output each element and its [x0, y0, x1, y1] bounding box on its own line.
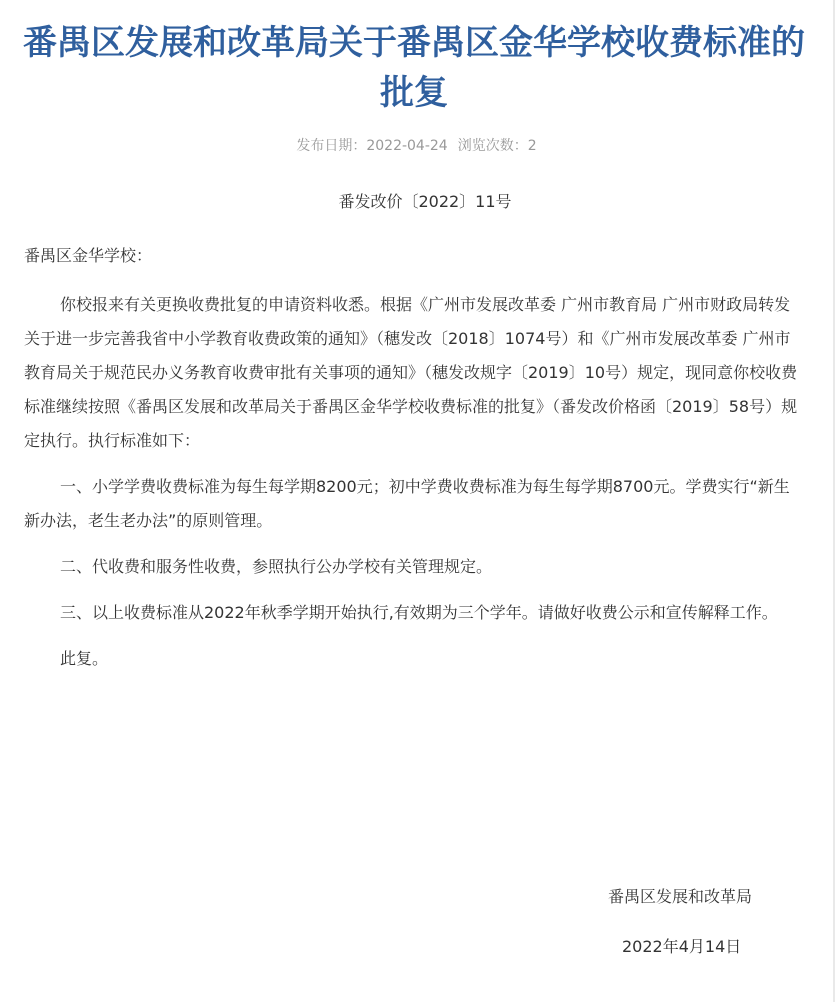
- article-content: [24, 239, 802, 676]
- body-paragraph-3: 二、代收费和服务性收费，参照执行公办学校有关管理规定。: [60, 557, 493, 576]
- body-paragraph-2: 一、小学学费收费标准为每生每学期8200元；初中学费收费标准为每生每学期8700元。学费实行“新生新办法，老生老办法”的原则管理。: [24, 477, 790, 530]
- article-title: 番禺区发展和改革局关于番禺区金华学校收费标准的批复: [23, 23, 805, 113]
- publish-date-label: 发布日期：: [296, 138, 367, 154]
- issuing-authority: 番禺区发展和改革局: [608, 887, 753, 906]
- document-date: 2022年4月14日: [622, 937, 742, 956]
- publish-date: 2022-04-24: [366, 138, 448, 154]
- views-count: 2: [527, 138, 537, 154]
- closing-paragraph: 此复。: [60, 649, 109, 668]
- body-paragraph-4: 三、以上收费标准从2022年秋季学期开始执行,有效期为三个学年。请做好收费公示和宣传解释工作。: [60, 603, 778, 622]
- body-paragraph-1: 你校报来有关更换收费批复的申请资料收悉。根据《广州市发展改革委 广州市教育局 广州市财政局转发关于进一步完善我省中小学教育收费政策的通知》（穗发改〔2018〕1074号）和《广州市发展改革委 广州市教育局关于规范民办义务教育收费审批有关事项的通知》（穗发改规字〔2019〕10号）规定，现同意你校收费标准继续按照《番禺区发展和改革局关于番禺区金华学校收费标准的批复》（番发改价格函〔2019〕58号）规定执行。执行标准如下：: [24, 295, 798, 450]
- article-meta: [0, 136, 833, 156]
- document-number: 番发改价〔2022〕11号: [338, 192, 512, 211]
- salutation: 番禺区金华学校：: [24, 246, 153, 265]
- views-label: 浏览次数：: [457, 138, 528, 154]
